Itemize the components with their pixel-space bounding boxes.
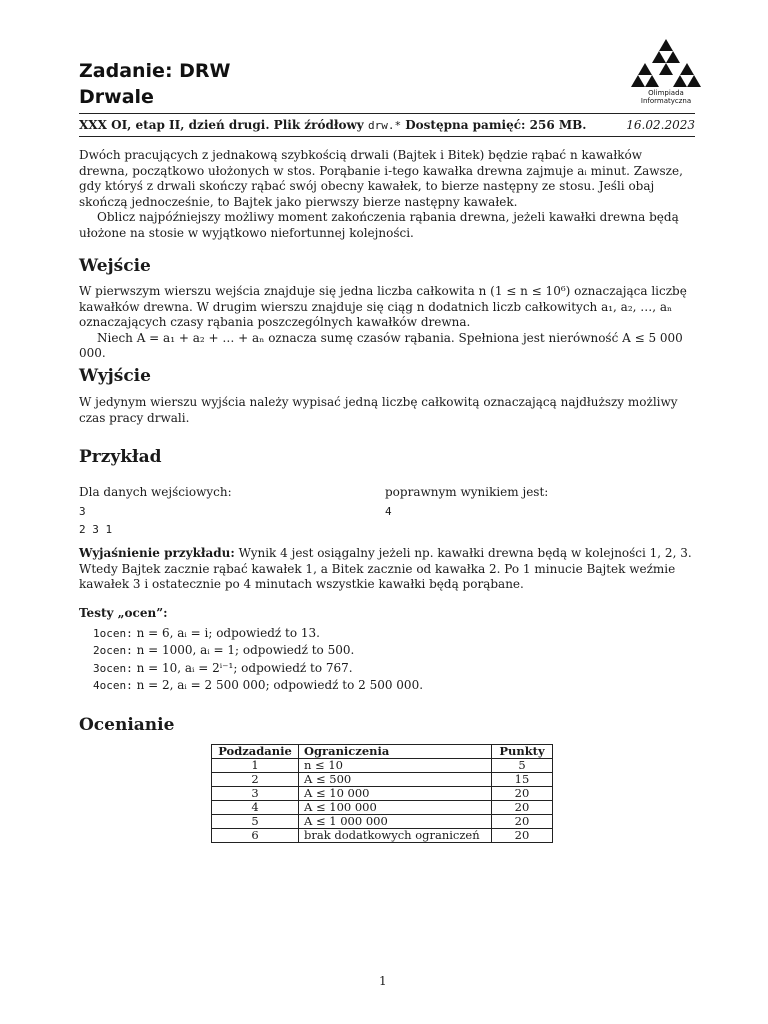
- logo-text-line1: Olimpiada: [648, 89, 684, 97]
- input-paragraph-2: Niech A = a₁ + a₂ + … + aₙ oznacza sumę czasów rąbania. Spełniona jest nierówność A ≤ 5 000 000.: [79, 330, 683, 361]
- meta-suffix: Dostępna pamięć: 256 MB.: [401, 118, 587, 132]
- grading-heading: Ocenianie: [79, 715, 175, 735]
- column-header-points: Punkty: [492, 745, 553, 759]
- top-rule: [79, 113, 695, 114]
- subtask-cell: 3: [212, 787, 299, 801]
- logo-text-line2: Informatyczna: [640, 97, 692, 105]
- example-output-column: [385, 485, 548, 519]
- example-input-label: Dla danych wejściowych:: [79, 485, 232, 499]
- column-header-constraints: Ograniczenia: [299, 745, 492, 759]
- column-header-subtask: Podzadanie: [212, 745, 299, 759]
- example-output-label: poprawnym wynikiem jest:: [385, 485, 549, 499]
- example-input-line-2: 2 3 1: [79, 523, 113, 537]
- test-item: [93, 661, 695, 677]
- constraint-cell: A ≤ 10 000: [299, 787, 492, 801]
- test-name: 4ocen:: [93, 679, 133, 693]
- points-cell: 15: [492, 773, 553, 787]
- test-item: [93, 643, 695, 659]
- example-input-column: [79, 485, 232, 538]
- task-title: Zadanie: DRW: [79, 60, 231, 82]
- example-explanation: [79, 546, 695, 593]
- test-name: 2ocen:: [93, 644, 133, 658]
- output-section: [79, 395, 695, 426]
- input-paragraph-1: W pierwszym wierszu wejścia znajduje się jedna liczba całkowita n (1 ≤ n ≤ 10⁶) oznaczająca liczbę kawałków drewna. W drugim wierszu znajduje się ciąg n dodatnich liczb całkowitych a₁, a₂, …, aₙ oznaczających czasy rąbania poszczególnych kawałków drewna.: [79, 284, 687, 330]
- tests-list: [79, 626, 695, 694]
- explanation-label: Wyjaśnienie przykładu:: [79, 546, 235, 560]
- triangle-logo-icon: [631, 38, 701, 88]
- test-description: n = 1000, aᵢ = 1; odpowiedź to 500.: [132, 643, 355, 658]
- intro-paragraph-1: Dwóch pracujących z jednakową szybkością drwali (Bajtek i Bitek) będzie rąbać n kawałków drewna, początkowo ułożonych w stos. Porąbanie i-tego kawałka drewna zajmuje aᵢ minut. Zawsze, gdy któryś z drwali skończy rąbać swój obecny kawałek, to bierze następny ze stosu. Jeśli obaj skończą jednocześnie, to Bajtek jako pierwszy bierze następny kawałek.: [79, 148, 683, 209]
- table-row: [212, 829, 553, 843]
- constraint-cell: A ≤ 100 000: [299, 801, 492, 815]
- input-section: [79, 284, 695, 362]
- points-cell: 20: [492, 787, 553, 801]
- output-heading: Wyjście: [79, 366, 151, 386]
- points-cell: 20: [492, 801, 553, 815]
- intro-section: [79, 148, 695, 242]
- constraint-cell: A ≤ 1 000 000: [299, 815, 492, 829]
- example-input-line-1: 3: [79, 504, 86, 518]
- tests-section: [79, 606, 695, 696]
- points-cell: 5: [492, 759, 553, 773]
- test-name: 1ocen:: [93, 626, 133, 640]
- constraint-cell: A ≤ 500: [299, 773, 492, 787]
- example-heading: Przykład: [79, 447, 162, 467]
- subtask-cell: 6: [212, 829, 299, 843]
- output-paragraph: W jedynym wierszu wyjścia należy wypisać jedną liczbę całkowitą oznaczającą najdłuższy możliwy czas pracy drwali.: [79, 395, 678, 425]
- intro-paragraph-2: Oblicz najpóźniejszy możliwy moment zakończenia rąbania drewna, jeżeli kawałki drewna będą ułożone na stosie w wyjątkowo niefortunnej kolejności.: [79, 210, 679, 240]
- test-name: 3ocen:: [93, 661, 133, 675]
- example-output-line-1: 4: [385, 504, 392, 518]
- constraint-cell: brak dodatkowych ograniczeń: [299, 829, 492, 843]
- page-number: 1: [379, 974, 387, 988]
- table-row: [212, 773, 553, 787]
- constraint-cell: n ≤ 10: [299, 759, 492, 773]
- meta-bar: [79, 118, 695, 132]
- bottom-rule: [79, 136, 695, 137]
- test-description: n = 6, aᵢ = i; odpowiedź to 13.: [132, 625, 320, 640]
- table-row: [212, 759, 553, 773]
- test-description: n = 10, aᵢ = 2ⁱ⁻¹; odpowiedź to 767.: [132, 660, 353, 675]
- test-item: [93, 678, 695, 694]
- subtask-cell: 2: [212, 773, 299, 787]
- table-row: [212, 815, 553, 829]
- task-name: Drwale: [79, 86, 154, 108]
- title-block: [79, 58, 231, 110]
- olympiad-logo: [631, 38, 701, 108]
- source-file: drw.*: [367, 119, 402, 132]
- table-row: [212, 801, 553, 815]
- points-cell: 20: [492, 815, 553, 829]
- meta-prefix: XXX OI, etap II, dzień drugi. Plik źródłowy: [79, 118, 368, 132]
- input-heading: Wejście: [79, 256, 151, 276]
- test-description: n = 2, aᵢ = 2 500 000; odpowiedź to 2 500 000.: [132, 678, 424, 693]
- subtask-cell: 4: [212, 801, 299, 815]
- points-cell: 20: [492, 829, 553, 843]
- explanation-text: Wynik 4 jest osiągalny jeżeli np. kawałki drewna będą w kolejności 1, 2, 3. Wtedy Bajtek zacznie rąbać kawałek 1, a Bitek zacznie od kawałka 2. Po 1 minucie Bajtek weźmie kawałek 3 i ostatecznie po 4 minutach wszystkie kawałki będą porąbane.: [79, 546, 692, 592]
- contest-date: 16.02.2023: [626, 118, 695, 132]
- grading-header-row: [212, 745, 553, 759]
- subtask-cell: 5: [212, 815, 299, 829]
- table-row: [212, 787, 553, 801]
- test-item: [93, 626, 695, 642]
- grading-table: [211, 744, 553, 843]
- tests-heading: Testy „ocen”:: [79, 606, 168, 620]
- subtask-cell: 1: [212, 759, 299, 773]
- example-columns: [79, 485, 695, 537]
